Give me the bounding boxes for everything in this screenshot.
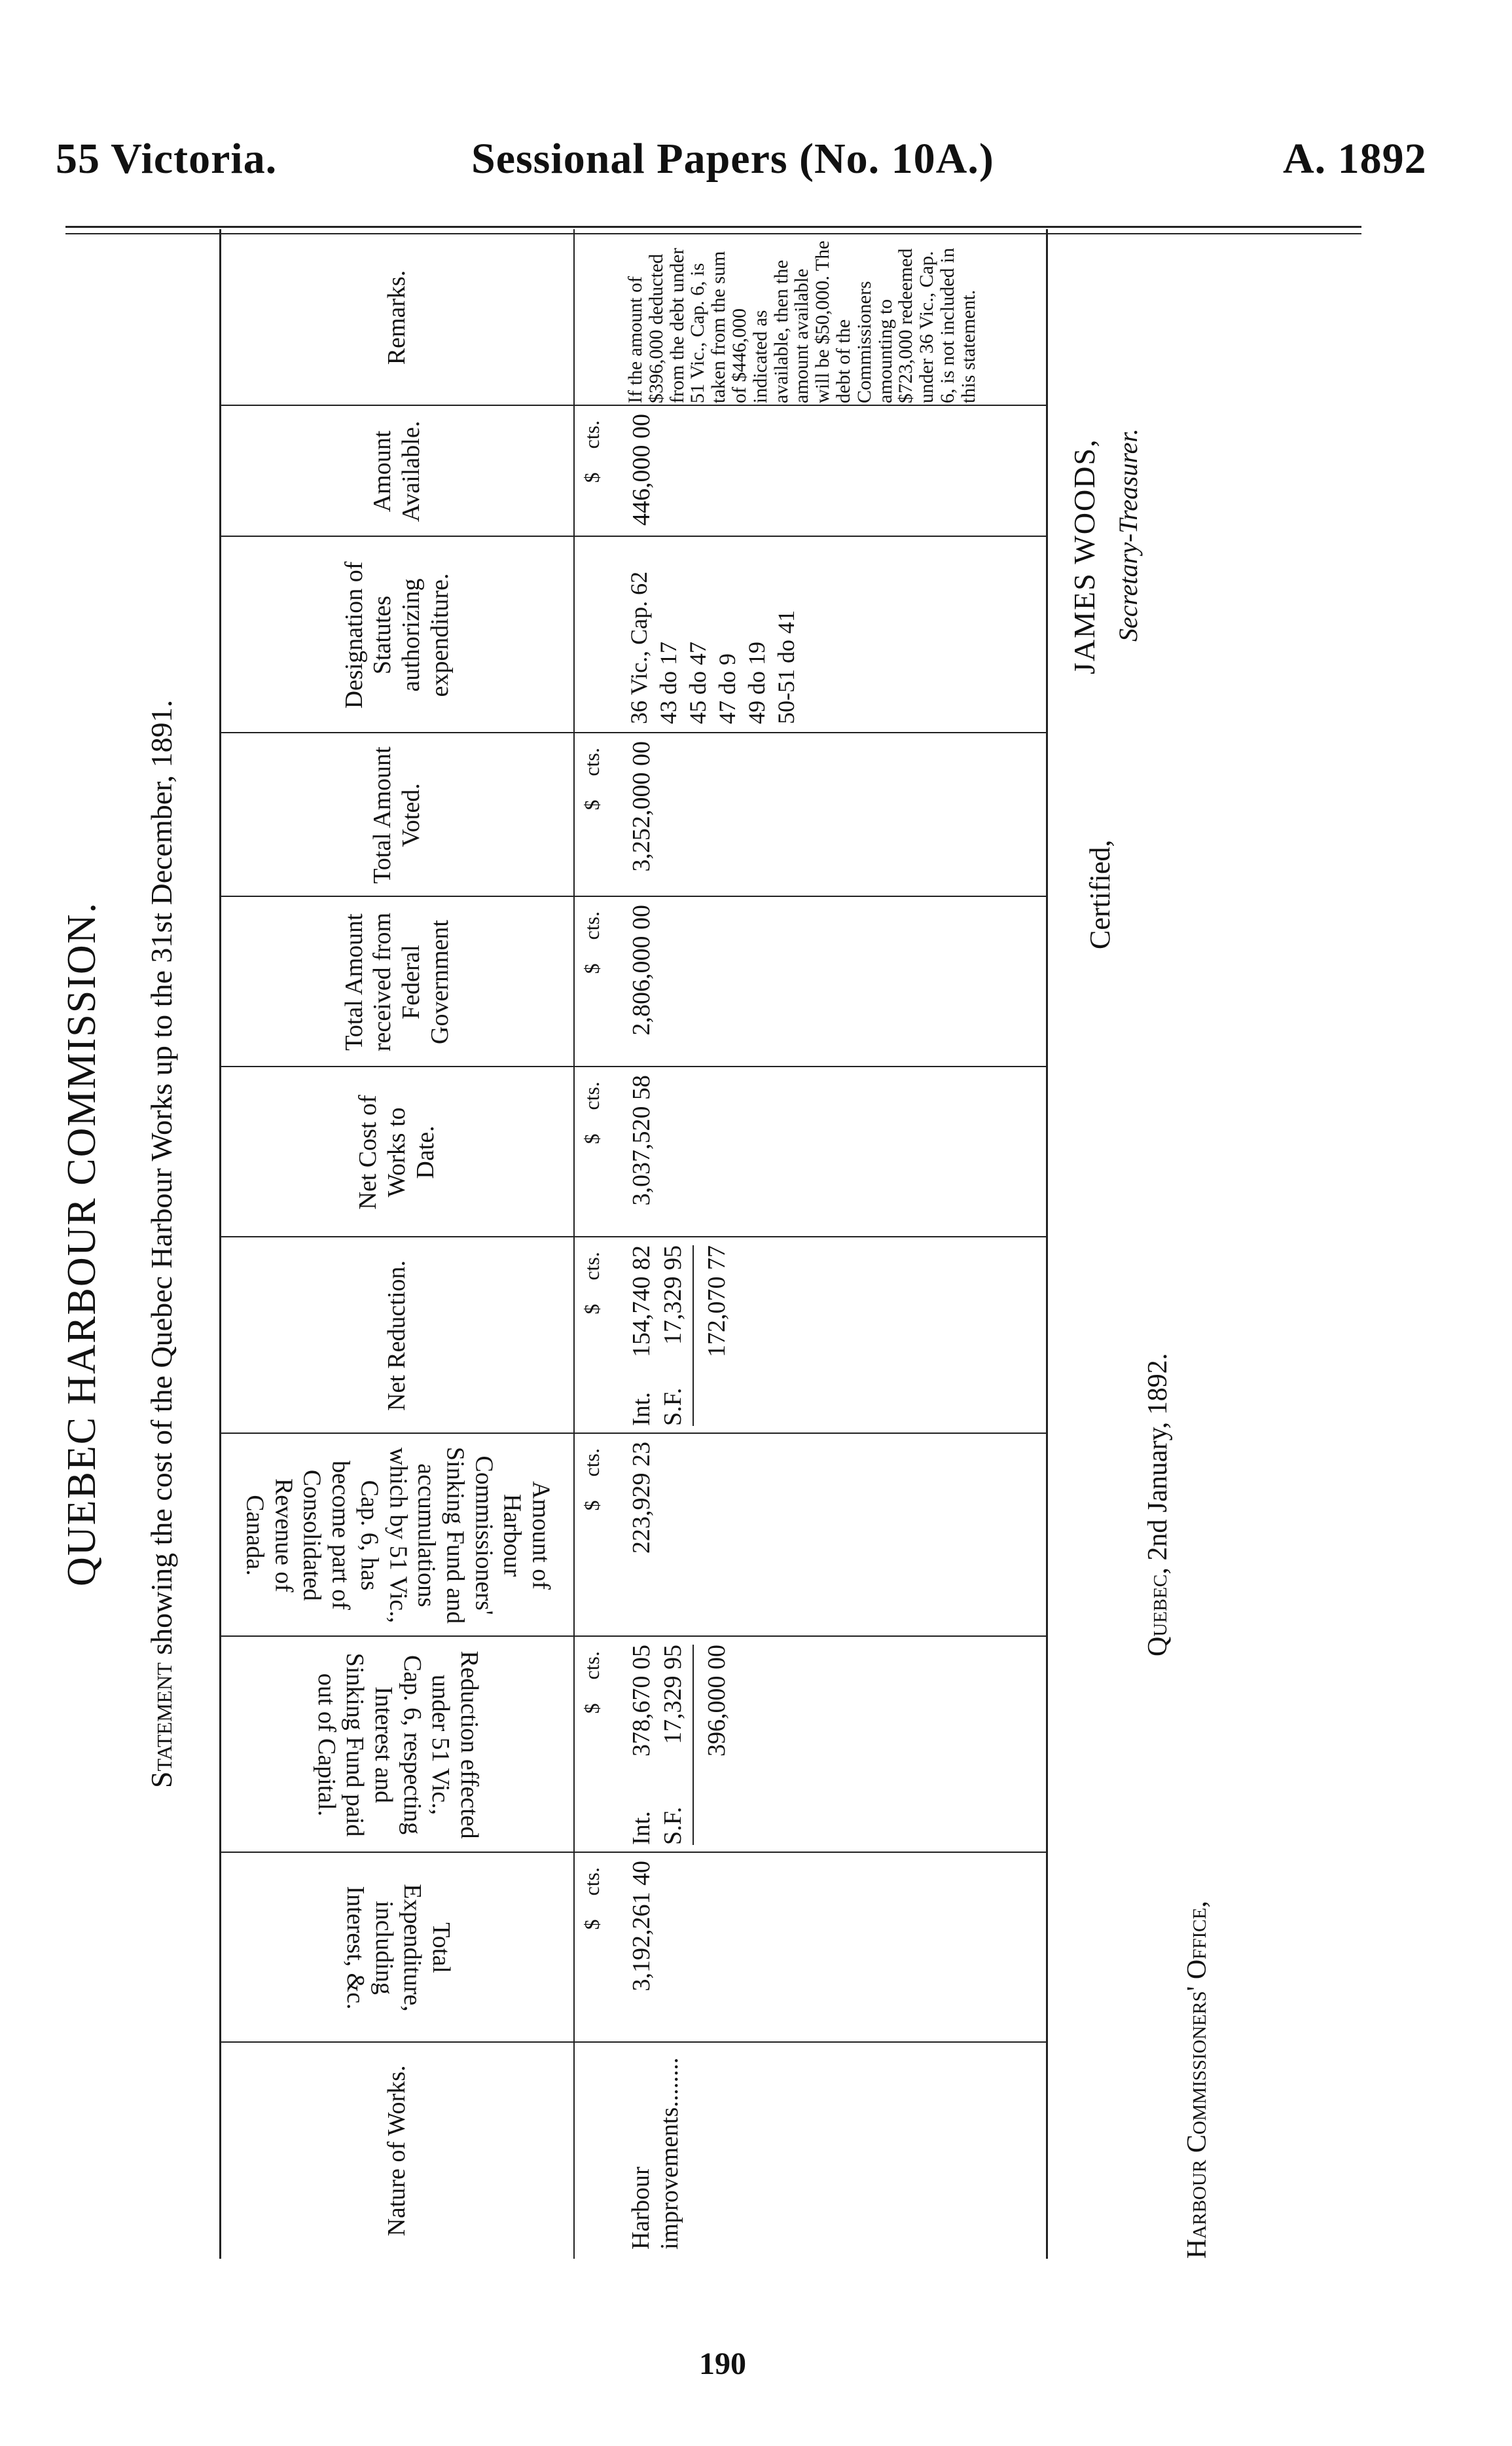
header-remarks: Remarks. <box>221 229 575 406</box>
statute-line: 45 do 47 <box>685 642 711 724</box>
subtitle-lead: Statement <box>145 1662 178 1789</box>
header-available: Amount Available. <box>221 406 575 537</box>
header-reduction: Reduction effected under 51 Vic., Cap. 6, respecting Interest and Sinking Fund paid out of Capital. <box>221 1637 575 1853</box>
header-left: 55 Victoria. <box>56 135 278 183</box>
office-date: Quebec, 2nd January, 1892. <box>1143 1353 1173 1656</box>
header-rule <box>65 226 1361 228</box>
header-net-reduction: Net Reduction. <box>221 1237 575 1434</box>
units-voted: $cts. <box>580 748 603 811</box>
header-nature: Nature of Works. <box>221 2043 575 2259</box>
signatory-name: JAMES WOODS, <box>1068 438 1101 674</box>
office-name: Harbour Commissioners' Office, <box>1182 1901 1212 2259</box>
column-received <box>221 896 1046 1067</box>
reduction-sum-rule <box>693 1645 694 1845</box>
header-net-cost: Net Cost of Works to Date. <box>221 1067 575 1237</box>
rotated-statement <box>0 229 1244 2259</box>
column-statutes <box>221 536 1046 733</box>
statement-table <box>219 229 1048 2259</box>
cell-received: 2,806,000 00 <box>628 905 655 1036</box>
statute-line: 43 do 17 <box>655 642 681 724</box>
signatory-title: Secretary-Treasurer. <box>1113 428 1143 642</box>
net-reduction-sum-rule <box>693 1245 694 1426</box>
column-voted <box>221 732 1046 897</box>
cell-statutes <box>627 572 804 724</box>
header-received: Total Amount received from Federal Government <box>221 897 575 1067</box>
cell-voted: 3,252,000 00 <box>628 741 655 872</box>
cell-remarks: If the amount of $396,000 deducted from the debt under 51 Vic., Cap. 6, is taken from the sum of $446,000 indicated as available, then the amount available will be $50,000. The debt of the Commissioners amounting to $723,000 redeemed under 36 Vic., Cap. 6, is not included in this statement. <box>624 240 979 403</box>
header-center: Sessional Papers (No. 10A.) <box>471 135 994 183</box>
column-nature <box>221 2041 1046 2259</box>
cell-available: 446,000 00 <box>628 414 655 526</box>
statute-line: 50-51 do 41 <box>773 610 799 724</box>
units-total-expenditure: $cts. <box>580 1867 603 1930</box>
statute-line: 49 do 19 <box>744 642 770 724</box>
cell-total-expenditure: 3,192,261 40 <box>628 1861 655 1992</box>
column-available <box>221 405 1046 537</box>
document-subtitle <box>144 229 179 2259</box>
units-reduction: $cts. <box>580 1651 603 1714</box>
statute-line: 36 Vic., Cap. 62 <box>626 571 652 724</box>
header-right: A. 1892 <box>1283 135 1427 183</box>
column-total-expenditure <box>221 1852 1046 2043</box>
units-net-reduction: $cts. <box>580 1252 603 1315</box>
cell-net-cost: 3,037,520 58 <box>628 1075 655 1206</box>
column-net-reduction: Net Reduction. $cts. Int. 154,740 82 S.F. 17,329 95 172,070 77 <box>221 1236 1046 1434</box>
units-sinking-fund: $cts. <box>580 1448 603 1511</box>
statute-line: 47 do 9 <box>714 653 740 724</box>
header-statutes: Designation of Statutes authorizing expenditure. <box>221 537 575 733</box>
column-sinking-fund <box>221 1433 1046 1637</box>
subtitle-text: showing the cost of the Quebec Harbour Works up to the 31st December, 1891. <box>145 699 178 1655</box>
column-net-cost <box>221 1066 1046 1237</box>
certified-label: Certified, <box>1084 839 1116 949</box>
header-voted: Total Amount Voted. <box>221 733 575 897</box>
page-number: 190 <box>699 2346 746 2381</box>
header-total-expenditure: Total Expenditure, including Interest, &c. <box>221 1853 575 2043</box>
cell-nature: Harbour improvements........ <box>627 2057 683 2250</box>
document-title: QUEBEC HARBOUR COMMISSION. <box>60 902 104 1586</box>
column-reduction: Reduction effected under 51 Vic., Cap. 6, respecting Interest and Sinking Fund paid out of Capital. $cts. Int. 378,670 05 S.F. 17,329 95 396,000 00 <box>221 1635 1046 1853</box>
cell-sinking-fund: 223,929 23 <box>628 1442 655 1554</box>
header-sinking-fund: Amount of Harbour Commissioners' Sinking Fund and accumulations which by 51 Vic., Cap. 6, has become part of Consolidated Revenue of Canada. <box>221 1434 575 1637</box>
units-available: $cts. <box>580 420 603 483</box>
units-received: $cts. <box>580 911 603 974</box>
units-net-cost: $cts. <box>580 1082 603 1144</box>
